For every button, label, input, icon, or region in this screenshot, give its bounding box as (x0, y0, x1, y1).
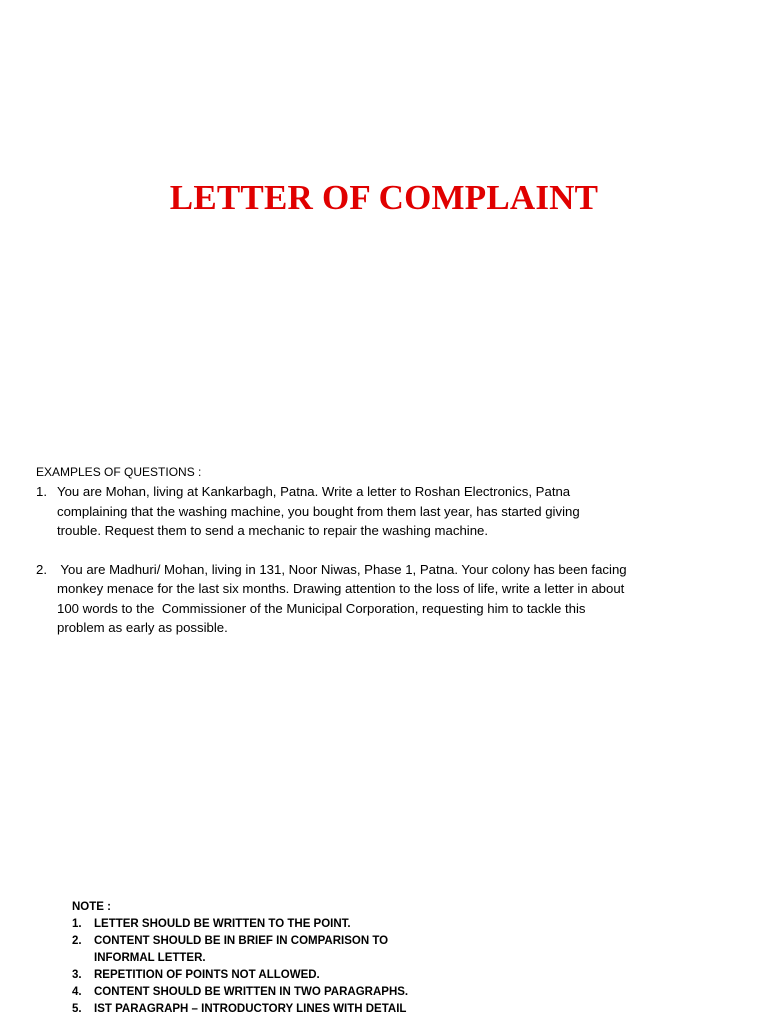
note-line: LETTER SHOULD BE WRITTEN TO THE POINT. (94, 918, 351, 930)
note-number: 3. (72, 969, 82, 981)
note-item-5 (72, 1001, 572, 1018)
note-line: CONTENT SHOULD BE IN BRIEF IN COMPARISON TO (94, 935, 389, 947)
question-line: trouble. Request them to send a mechanic to repair the washing machine. (57, 523, 489, 538)
note-item-2 (72, 933, 572, 967)
note-number: 2. (72, 935, 82, 947)
question-number: 2. (36, 561, 47, 577)
note-number: 5. (72, 1003, 82, 1015)
question-line: You are Mohan, living at Kankarbagh, Patna. Write a letter to Roshan Electronics, Patna (57, 484, 571, 499)
note-number: 4. (72, 986, 82, 998)
note-item-3 (72, 967, 572, 984)
question-number: 1. (36, 484, 47, 499)
note-item-1 (72, 916, 572, 933)
note-line: REPETITION OF POINTS NOT ALLOWED. (94, 969, 320, 981)
question-line: 100 words to the Commissioner of the Municipal Corporation, requesting him to tackle this (57, 600, 586, 616)
note-section (72, 899, 572, 1018)
note-item-4 (72, 984, 572, 1001)
question-line: problem as early as possible. (57, 620, 228, 635)
note-heading: NOTE : (72, 901, 111, 913)
note-line: IST PARAGRAPH – INTRODUCTORY LINES WITH DETAIL (94, 1003, 407, 1015)
note-number: 1. (72, 918, 82, 930)
question-item-1 (36, 482, 736, 541)
question-line: complaining that the washing machine, you bought from them last year, has started giving (57, 503, 580, 519)
question-line: You are Madhuri/ Mohan, living in 131, Noor Niwas, Phase 1, Patna. Your colony has been facing (57, 561, 627, 577)
examples-heading: EXAMPLES OF QUESTIONS : (36, 465, 202, 479)
question-item-2 (36, 560, 736, 638)
examples-section (36, 464, 736, 638)
question-line: monkey menace for the last six months. Drawing attention to the loss of life, write a letter in about (57, 581, 625, 596)
page-title: LETTER OF COMPLAINT (169, 178, 599, 217)
note-line: CONTENT SHOULD BE WRITTEN IN TWO PARAGRAPHS. (94, 986, 409, 998)
note-line: INFORMAL LETTER. (94, 952, 206, 964)
